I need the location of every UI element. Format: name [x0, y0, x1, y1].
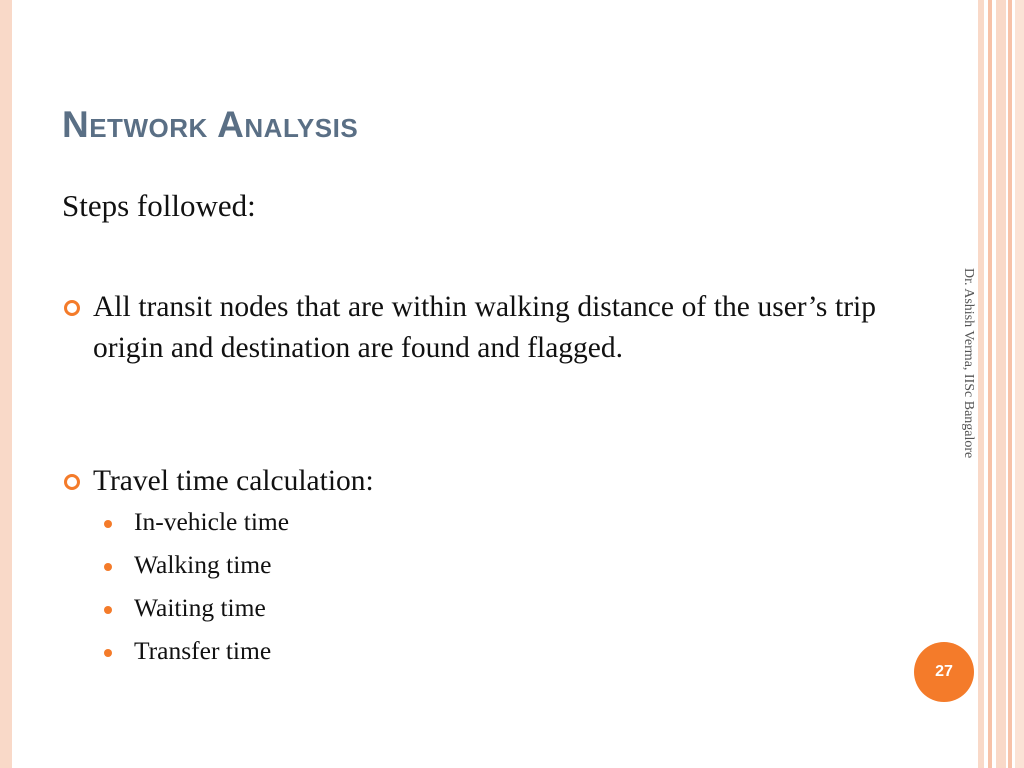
bullet-dot-icon: [104, 520, 112, 528]
bullet-text: All transit nodes that are within walking distance of the user’s trip origin and destination are found and flagged.: [93, 291, 876, 364]
side-credit: Dr. Ashish Verma, IISc Bangalore: [961, 268, 976, 459]
sub-bullet-text: Transfer time: [134, 636, 272, 665]
bullet-ring-icon: [64, 300, 80, 316]
bullet-dot-icon: [104, 563, 112, 571]
bullet-text: Travel time calculation:: [93, 465, 374, 497]
bullet-ring-icon: [64, 474, 80, 490]
sub-bullet-text: Waiting time: [134, 593, 266, 622]
sub-bullet-text: Walking time: [134, 550, 272, 579]
right-stripes-decoration: [978, 0, 1024, 768]
sub-bullet-text: In-vehicle time: [134, 507, 290, 536]
page-number-badge: 27: [914, 642, 974, 702]
left-border-decoration: [0, 0, 12, 768]
bullet-dot-icon: [104, 606, 112, 614]
bullet-item: [62, 287, 876, 369]
slide-title: Network Analysis: [62, 104, 359, 145]
intro-text: Steps followed:: [62, 188, 256, 223]
bullet-dot-icon: [104, 649, 112, 657]
bullet-item: [62, 461, 876, 502]
